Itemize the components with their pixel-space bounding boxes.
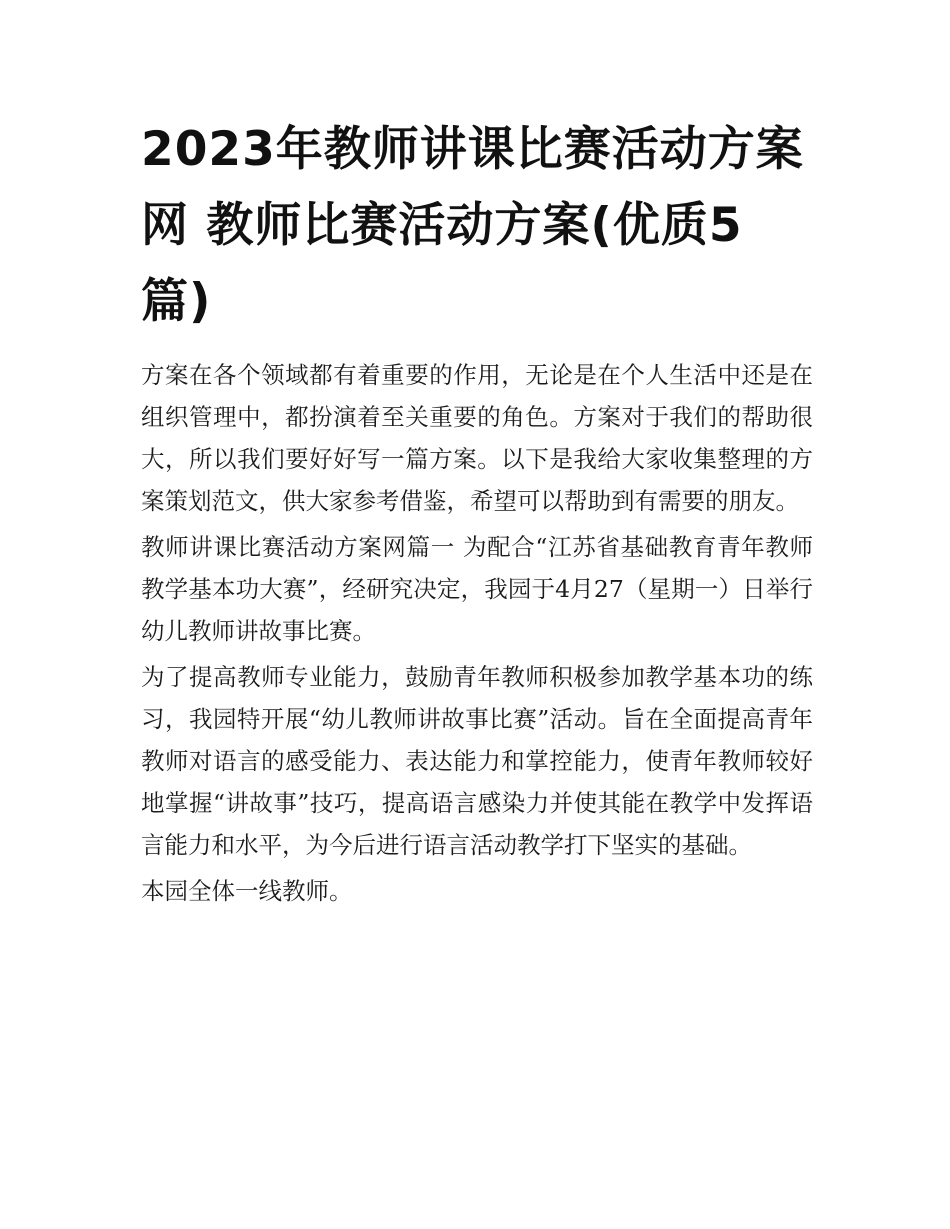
document-page xyxy=(141,112,813,916)
document-title: 2023年教师讲课比赛活动方案网 教师比赛活动方案(优质5篇) xyxy=(141,122,804,329)
paragraph-section-one: 教师讲课比赛活动方案网篇一 为配合“江苏省基础教育青年教师教学基本功大赛”，经研究决定，我园于4月27（星期一）日举行幼儿教师讲故事比赛。 xyxy=(141,533,813,645)
paragraph-intro: 方案在各个领域都有着重要的作用，无论是在个人生活中还是在组织管理中，都扮演着至关重要的角色。方案对于我们的帮助很大，所以我们要好好写一篇方案。以下是我给大家收集整理的方案策划范文，供大家参考借鉴，希望可以帮助到有需要的朋友。 xyxy=(141,361,813,515)
paragraph-participants: 本园全体一线教师。 xyxy=(141,877,353,905)
paragraph-purpose: 为了提高教师专业能力，鼓励青年教师积极参加教学基本功的练习，我园特开展“幼儿教师讲故事比赛”活动。旨在全面提高青年教师对语言的感受能力、表达能力和掌控能力，使青年教师较好地掌握“讲故事”技巧，提高语言感染力并使其能在教学中发挥语言能力和水平，为今后进行语言活动教学打下坚实的基础。 xyxy=(141,663,813,859)
